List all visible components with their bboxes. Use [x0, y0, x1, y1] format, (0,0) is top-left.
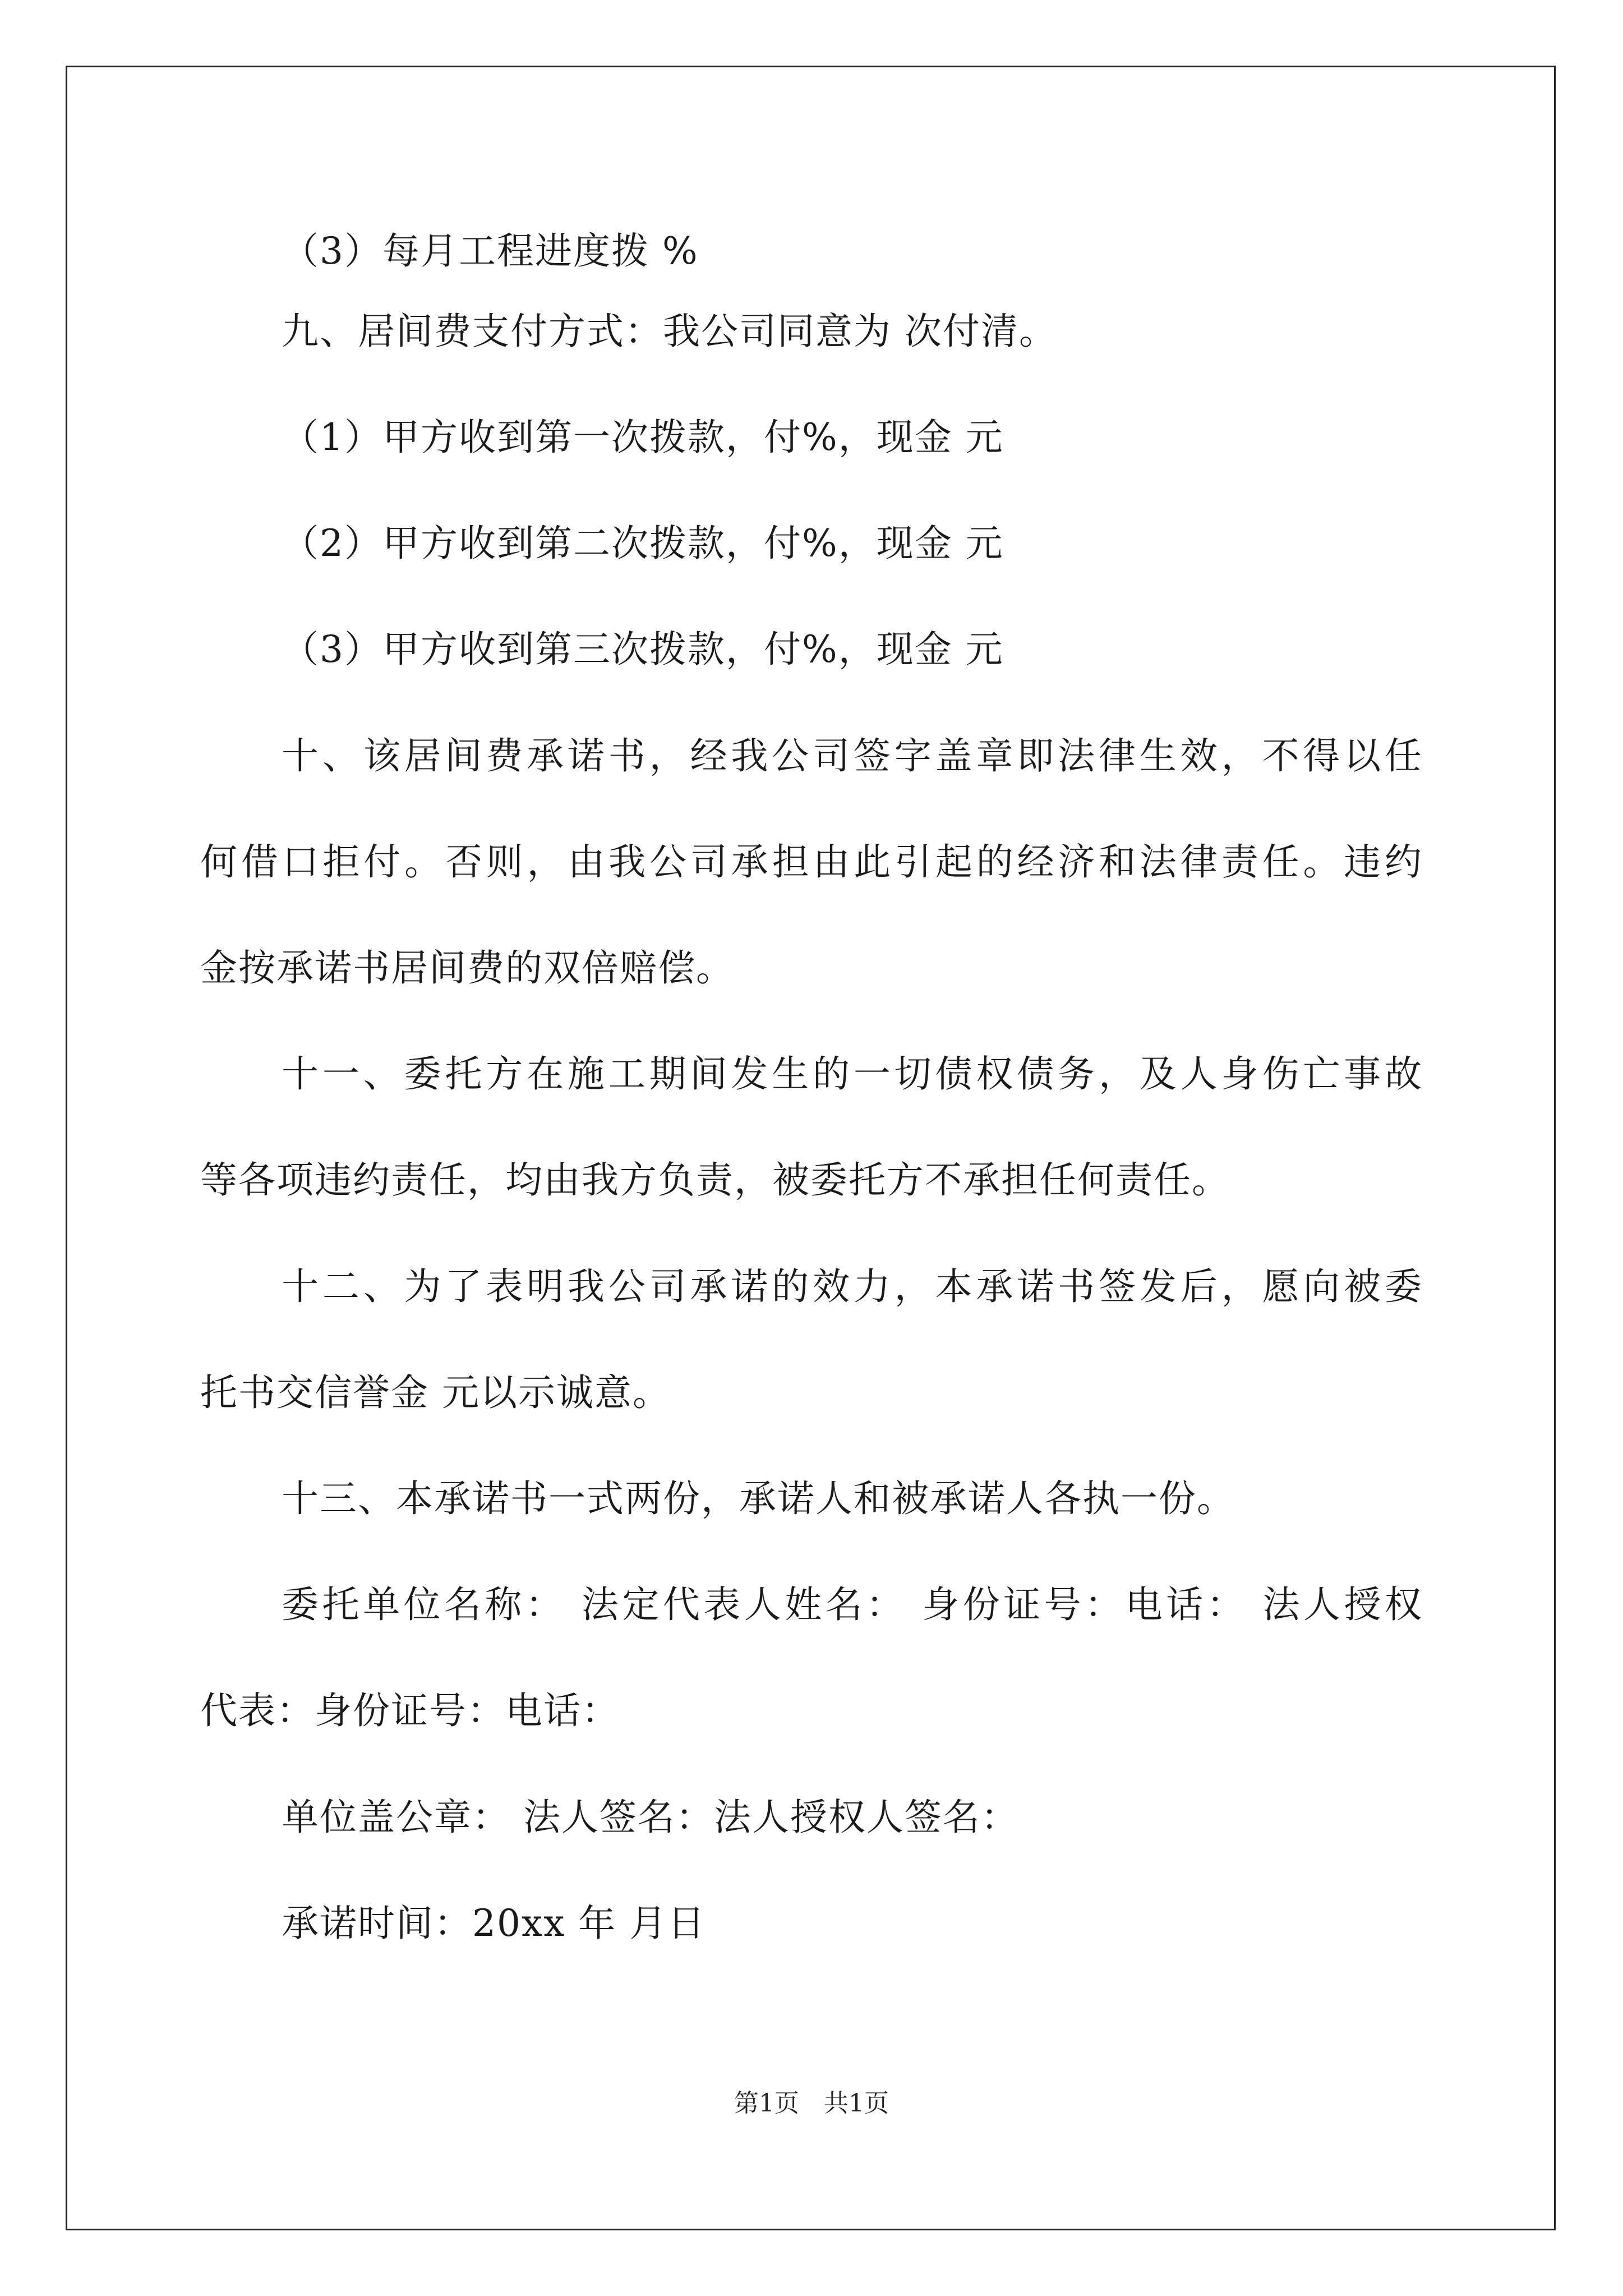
- line-section-11-b: 等各项违约责任，均由我方负责，被委托方不承担任何责任。: [200, 1158, 1230, 1202]
- line-payment-3: （3）甲方收到第三次拨款，付%，现金 元: [282, 628, 1004, 671]
- line-seal-signatures: 单位盖公章： 法人签名：法人授权人签名：: [282, 1796, 1019, 1839]
- line-payment-1: （1）甲方收到第一次拨款，付%，现金 元: [282, 416, 1004, 459]
- page-number-footer: 第1页 共1页: [734, 2089, 889, 2118]
- line-payment-2: （2）甲方收到第二次拨款，付%，现金 元: [282, 522, 1004, 565]
- line-section-10-a: 十、该居间费承诺书，经我公司签字盖章即法律生效，不得以任: [282, 734, 1423, 777]
- line-section-10-b: 何借口拒付。否则，由我公司承担由此引起的经济和法律责任。违约: [200, 840, 1423, 884]
- line-progress-payment-3: （3）每月工程进度拨 %: [282, 229, 699, 273]
- line-section-11-a: 十一、委托方在施工期间发生的一切债权债务，及人身伤亡事故: [282, 1052, 1423, 1096]
- line-section-12-b: 托书交信誉金 元以示诚意。: [200, 1371, 671, 1414]
- line-section-12-a: 十二、为了表明我公司承诺的效力，本承诺书签发后，愿向被委: [282, 1265, 1423, 1308]
- line-signatory-fields-a: 委托单位名称： 法定代表人姓名： 身份证号：电话： 法人授权: [282, 1583, 1423, 1626]
- line-commitment-date: 承诺时间：20xx 年 月日: [282, 1902, 706, 1945]
- line-section-10-c: 金按承诺书居间费的双倍赔偿。: [200, 946, 734, 990]
- line-section-13: 十三、本承诺书一式两份，承诺人和被承诺人各执一份。: [282, 1477, 1235, 1520]
- line-signatory-fields-b: 代表：身份证号：电话：: [200, 1689, 620, 1732]
- line-section-9: 九、居间费支付方式：我公司同意为 次付清。: [282, 310, 1057, 353]
